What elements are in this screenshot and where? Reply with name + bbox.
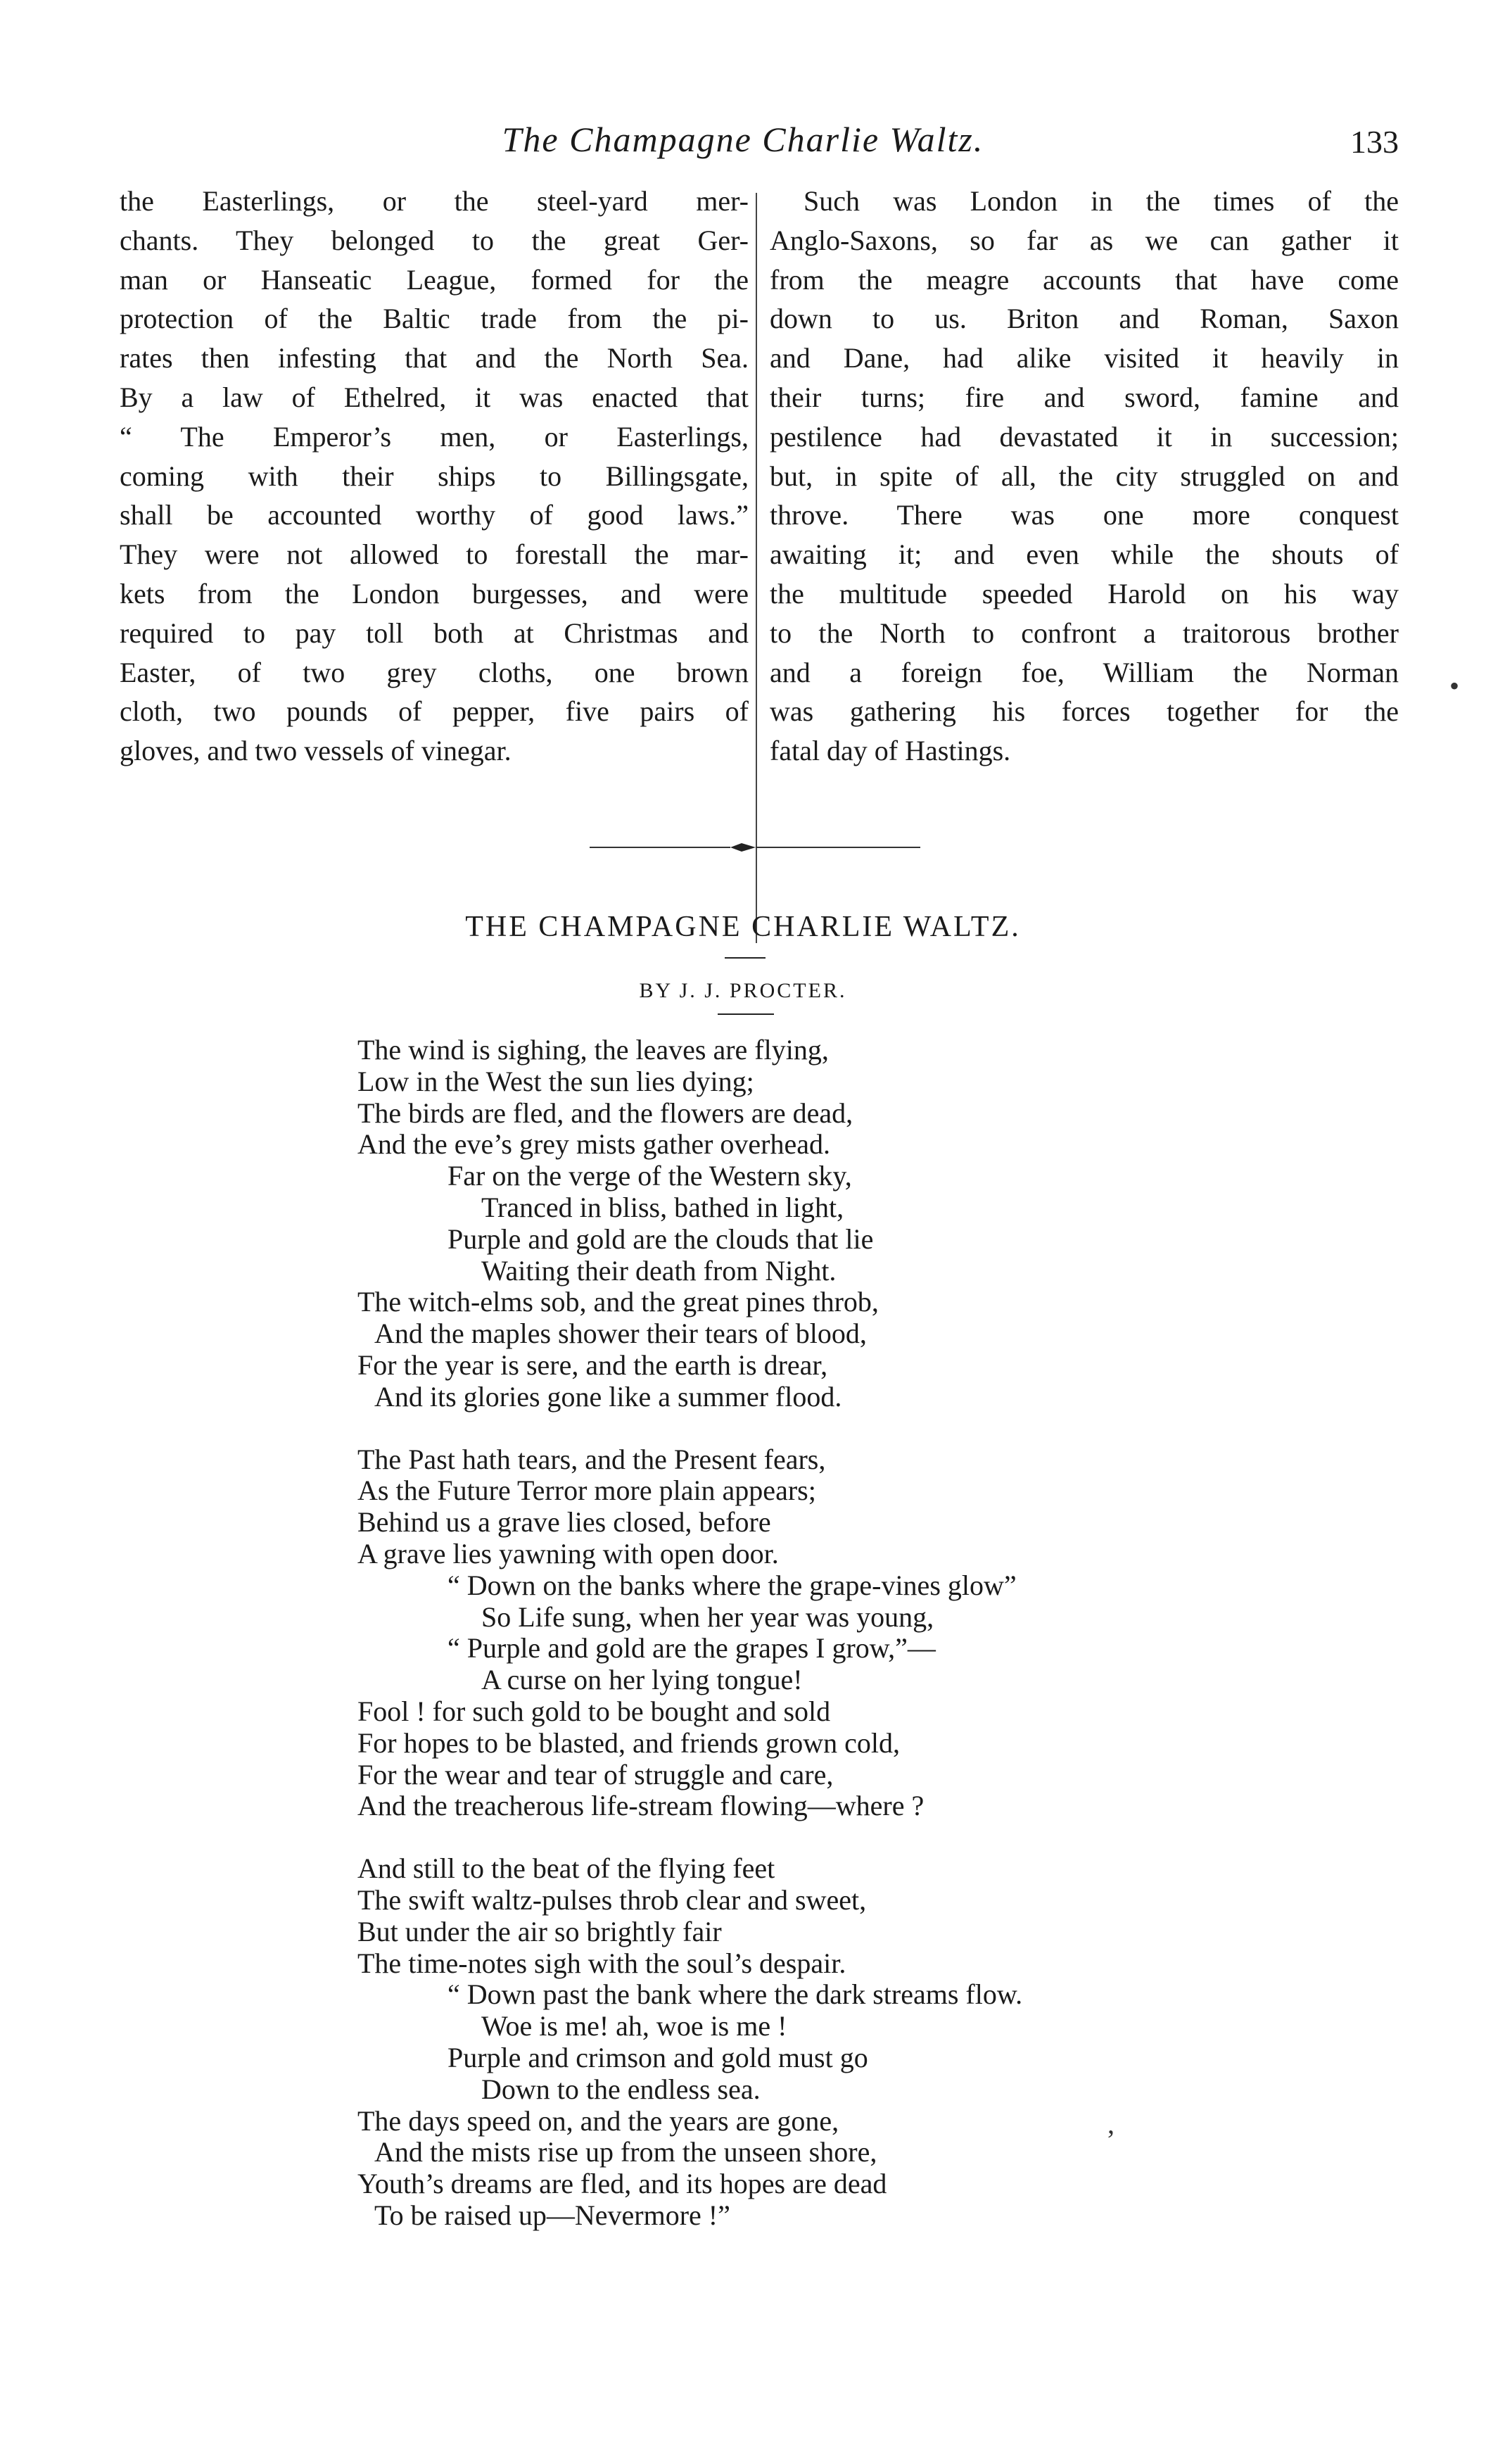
poem-body: [357, 1035, 1272, 2263]
text-line: fatal day of Hastings.: [770, 735, 1011, 767]
verse-line: Behind us a grave lies closed, before: [357, 1506, 771, 1539]
title-rule: [725, 957, 766, 959]
verse-line: Far on the verge of the Western sky,: [447, 1160, 852, 1192]
text-line: rates then infesting that and the North Sea.: [120, 342, 749, 374]
text-line: and a foreign foe, William the Norman: [770, 656, 1399, 688]
text-line: the Easterlings, or the steel-yard mer-: [120, 185, 749, 217]
stanza: [357, 1853, 1272, 2232]
verse-line: For hopes to be blasted, and friends grown cold,: [357, 1726, 900, 1759]
verse-line: The swift waltz-pulses throb clear and sweet,: [357, 1883, 867, 1916]
text-line: Such was London in the times of the: [804, 185, 1399, 217]
text-line: shall be accounted worthy of good laws.”: [120, 499, 749, 531]
verse-line: The birds are fled, and the flowers are dead,: [357, 1097, 853, 1129]
text-line: coming with their ships to Billingsgate,: [120, 460, 749, 492]
text-line: chants. They belonged to the great Ger-: [120, 224, 749, 256]
text-line: Easter, of two grey cloths, one brown: [120, 656, 749, 688]
text-line: Anglo-Saxons, so far as we can gather it: [770, 224, 1399, 256]
left-column: [120, 182, 749, 771]
running-title: The Champagne Charlie Waltz.: [502, 120, 984, 159]
verse-line: And the mists rise up from the unseen shore,: [374, 2136, 877, 2168]
text-line: By a law of Ethelred, it was enacted that: [120, 381, 749, 413]
text-line: kets from the London burgesses, and were: [120, 577, 749, 609]
verse-line: To be raised up—Nevermore !”: [374, 2199, 730, 2231]
text-line: and Dane, had alike visited it heavily in: [770, 342, 1399, 374]
column-divider: [756, 193, 757, 943]
verse-line: The witch-elms sob, and the great pines throb,: [357, 1286, 879, 1318]
verse-line: As the Future Terror more plain appears;: [357, 1474, 816, 1507]
verse-line: So Life sung, when her year was young,: [481, 1600, 934, 1633]
text-line: their turns; fire and sword, famine and: [770, 381, 1399, 413]
verse-line: “ Down past the bank where the dark streams flow.: [447, 1978, 1023, 2011]
text-line: gloves, and two vessels of vinegar.: [120, 735, 512, 767]
text-line: cloth, two pounds of pepper, five pairs of: [120, 695, 749, 728]
verse-line: And its glories gone like a summer flood.: [374, 1380, 842, 1413]
text-line: pestilence had devastated it in succession;: [770, 420, 1399, 453]
verse-line: Fool ! for such gold to be bought and sold: [357, 1695, 831, 1727]
stanza: [357, 1035, 1272, 1413]
verse-line: The days speed on, and the years are gone,: [357, 2104, 839, 2137]
text-line: They were not allowed to forestall the mar-: [120, 538, 749, 571]
verse-line: The Past hath tears, and the Present fears,: [357, 1443, 826, 1475]
text-line: down to us. Briton and Roman, Saxon: [770, 303, 1399, 335]
text-line: but, in spite of all, the city struggled on and: [770, 460, 1399, 492]
right-column: [770, 182, 1399, 771]
verse-line: Tranced in bliss, bathed in light,: [481, 1191, 844, 1223]
verse-line: The wind is sighing, the leaves are flying,: [357, 1034, 829, 1066]
verse-line: And the eve’s grey mists gather overhead.: [357, 1128, 831, 1161]
text-line: was gathering his forces together for the: [770, 695, 1399, 728]
verse-line: Waiting their death from Night.: [481, 1254, 837, 1287]
verse-line: And still to the beat of the flying feet: [357, 1852, 775, 1885]
text-line: awaiting it; and even while the shouts of: [770, 538, 1399, 571]
verse-line: Youth’s dreams are fled, and its hopes are dead: [357, 2168, 887, 2200]
verse-line: A curse on her lying tongue!: [481, 1664, 803, 1696]
text-line: protection of the Baltic trade from the pi-: [120, 303, 749, 335]
verse-line: “ Down on the banks where the grape-vines glow”: [447, 1569, 1017, 1601]
page-header: [0, 118, 1486, 160]
text-line: required to pay toll both at Christmas and: [120, 617, 749, 649]
verse-line: “ Purple and gold are the grapes I grow,”—: [447, 1632, 936, 1664]
poem-title: THE CHAMPAGNE CHARLIE WALTZ.: [465, 911, 1021, 943]
poem-byline: BY J. J. PROCTER.: [639, 979, 847, 1002]
margin-speck: •: [1449, 670, 1460, 702]
verse-line: And the treacherous life-stream flowing—where ?: [357, 1790, 925, 1822]
verse-line: Purple and crimson and gold must go: [447, 2041, 868, 2073]
verse-line: A grave lies yawning with open door.: [357, 1537, 779, 1569]
verse-line: Down to the endless sea.: [481, 2073, 761, 2105]
verse-line: The time-notes sigh with the soul’s despair.: [357, 1947, 846, 1979]
text-line: from the meagre accounts that have come: [770, 263, 1399, 296]
verse-line: But under the air so brightly fair: [357, 1915, 722, 1947]
margin-speck: ,: [1107, 2108, 1114, 2140]
byline-rule: [718, 1013, 774, 1015]
verse-line: For the year is sere, and the earth is drear,: [357, 1348, 828, 1381]
verse-line: For the wear and tear of struggle and care,: [357, 1758, 834, 1790]
text-line: to the North to confront a traitorous brother: [770, 617, 1399, 649]
text-line: man or Hanseatic League, formed for the: [120, 263, 749, 296]
text-line: throve. There was one more conquest: [770, 499, 1399, 531]
verse-line: Low in the West the sun lies dying;: [357, 1065, 754, 1097]
stanza: [357, 1444, 1272, 1823]
text-line: the multitude speeded Harold on his way: [770, 577, 1399, 609]
page-number: 133: [1350, 124, 1399, 160]
section-ornament: [590, 842, 920, 853]
verse-line: Purple and gold are the clouds that lie: [447, 1222, 874, 1255]
verse-line: Woe is me! ah, woe is me !: [481, 2010, 787, 2042]
text-line: “ The Emperor’s men, or Easterlings,: [120, 420, 749, 453]
verse-line: And the maples shower their tears of blood,: [374, 1318, 867, 1350]
